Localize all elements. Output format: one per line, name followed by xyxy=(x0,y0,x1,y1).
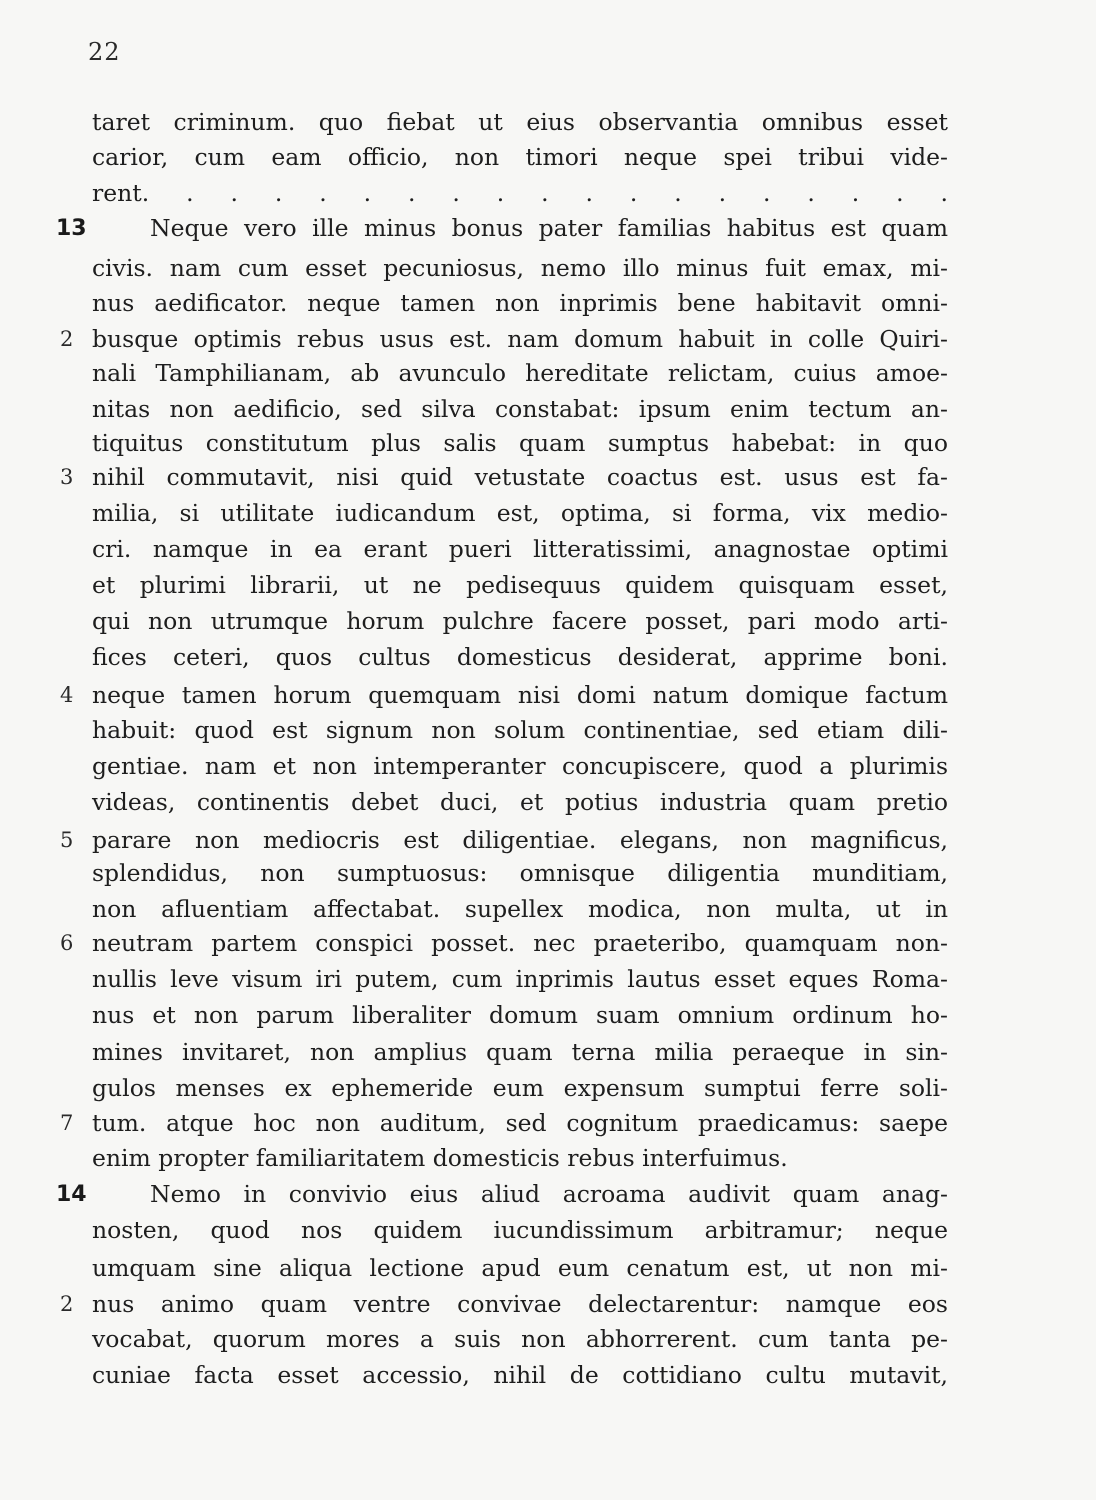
text-line: nali Tamphilianam, ab avunculo hereditate relictam, cuius amoe- xyxy=(92,359,948,387)
margin-number: 2 xyxy=(60,327,74,351)
text-line: cuniae facta esset accessio, nihil de cottidiano cultu mutavit, xyxy=(92,1361,948,1389)
text-line: carior, cum eam officio, non timori neque spei tribui vide- xyxy=(92,143,948,171)
section-number-14: 14 xyxy=(56,1182,87,1207)
margin-number: 6 xyxy=(60,931,74,955)
text-line: qui non utrumque horum pulchre facere posset, pari modo arti- xyxy=(92,607,948,635)
text-line: fices ceteri, quos cultus domesticus desiderat, apprime boni. xyxy=(92,643,948,671)
text-line: civis. nam cum esset pecuniosus, nemo illo minus fuit emax, mi- xyxy=(92,254,948,282)
text-line: vocabat, quorum mores a suis non abhorrerent. cum tanta pe- xyxy=(92,1325,948,1353)
text-line: nus et non parum liberaliter domum suam omnium ordinum ho- xyxy=(92,1001,948,1029)
text-line: parare non mediocris est diligentiae. elegans, non magnificus, xyxy=(92,826,948,854)
text-line: nullis leve visum iri putem, cum inprimis lautus esset eques Roma- xyxy=(92,965,948,993)
text-line: Neque vero ille minus bonus pater familias habitus est quam xyxy=(150,214,948,242)
text-line: nihil commutavit, nisi quid vetustate coactus est. usus est fa- xyxy=(92,463,948,491)
text-line: nosten, quod nos quidem iucundissimum arbitramur; neque xyxy=(92,1216,948,1244)
text-line: nitas non aedificio, sed silva constabat: ipsum enim tectum an- xyxy=(92,395,948,423)
text-line: tum. atque hoc non auditum, sed cognitum praedicamus: saepe xyxy=(92,1109,948,1137)
text-line: rent. . . . . . . . . . . . . . . . . . . xyxy=(92,179,948,207)
text-line: mines invitaret, non amplius quam terna milia peraeque in sin- xyxy=(92,1038,948,1066)
margin-number: 4 xyxy=(60,683,74,707)
text-line: splendidus, non sumptuosus: omnisque diligentia munditiam, xyxy=(92,859,948,887)
page-number: 22 xyxy=(88,38,121,66)
text-line: enim propter familiaritatem domesticis rebus interfuimus. xyxy=(92,1144,788,1172)
margin-number: 2 xyxy=(60,1292,74,1316)
margin-number: 3 xyxy=(60,465,74,489)
text-line: milia, si utilitate iudicandum est, optima, si forma, vix medio- xyxy=(92,499,948,527)
text-line: habuit: quod est signum non solum continentiae, sed etiam dili- xyxy=(92,716,948,744)
margin-number: 5 xyxy=(60,828,74,852)
text-line: taret criminum. quo fiebat ut eius observantia omnibus esset xyxy=(92,108,948,136)
text-line: gulos menses ex ephemeride eum expensum sumptui ferre soli- xyxy=(92,1074,948,1102)
text-line: videas, continentis debet duci, et potius industria quam pretio xyxy=(92,788,948,816)
text-line: neque tamen horum quemquam nisi domi natum domique factum xyxy=(92,681,948,709)
text-line: et plurimi librarii, ut ne pedisequus quidem quisquam esset, xyxy=(92,571,948,599)
section-number-13: 13 xyxy=(56,216,87,241)
text-line: nus animo quam ventre convivae delectarentur: namque eos xyxy=(92,1290,948,1318)
text-line: busque optimis rebus usus est. nam domum habuit in colle Quiri- xyxy=(92,325,948,353)
text-line: tiquitus constitutum plus salis quam sumptus habebat: in quo xyxy=(92,429,948,457)
text-line: non afluentiam affectabat. supellex modica, non multa, ut in xyxy=(92,895,948,923)
text-line: gentiae. nam et non intemperanter concupiscere, quod a plurimis xyxy=(92,752,948,780)
margin-number: 7 xyxy=(60,1111,74,1135)
text-line: nus aedificator. neque tamen non inprimis bene habitavit omni- xyxy=(92,289,948,317)
text-line: neutram partem conspici posset. nec praeteribo, quamquam non- xyxy=(92,929,948,957)
text-line: Nemo in convivio eius aliud acroama audivit quam anag- xyxy=(150,1180,948,1208)
text-line: cri. namque in ea erant pueri litteratissimi, anagnostae optimi xyxy=(92,535,948,563)
text-line: umquam sine aliqua lectione apud eum cenatum est, ut non mi- xyxy=(92,1254,948,1282)
